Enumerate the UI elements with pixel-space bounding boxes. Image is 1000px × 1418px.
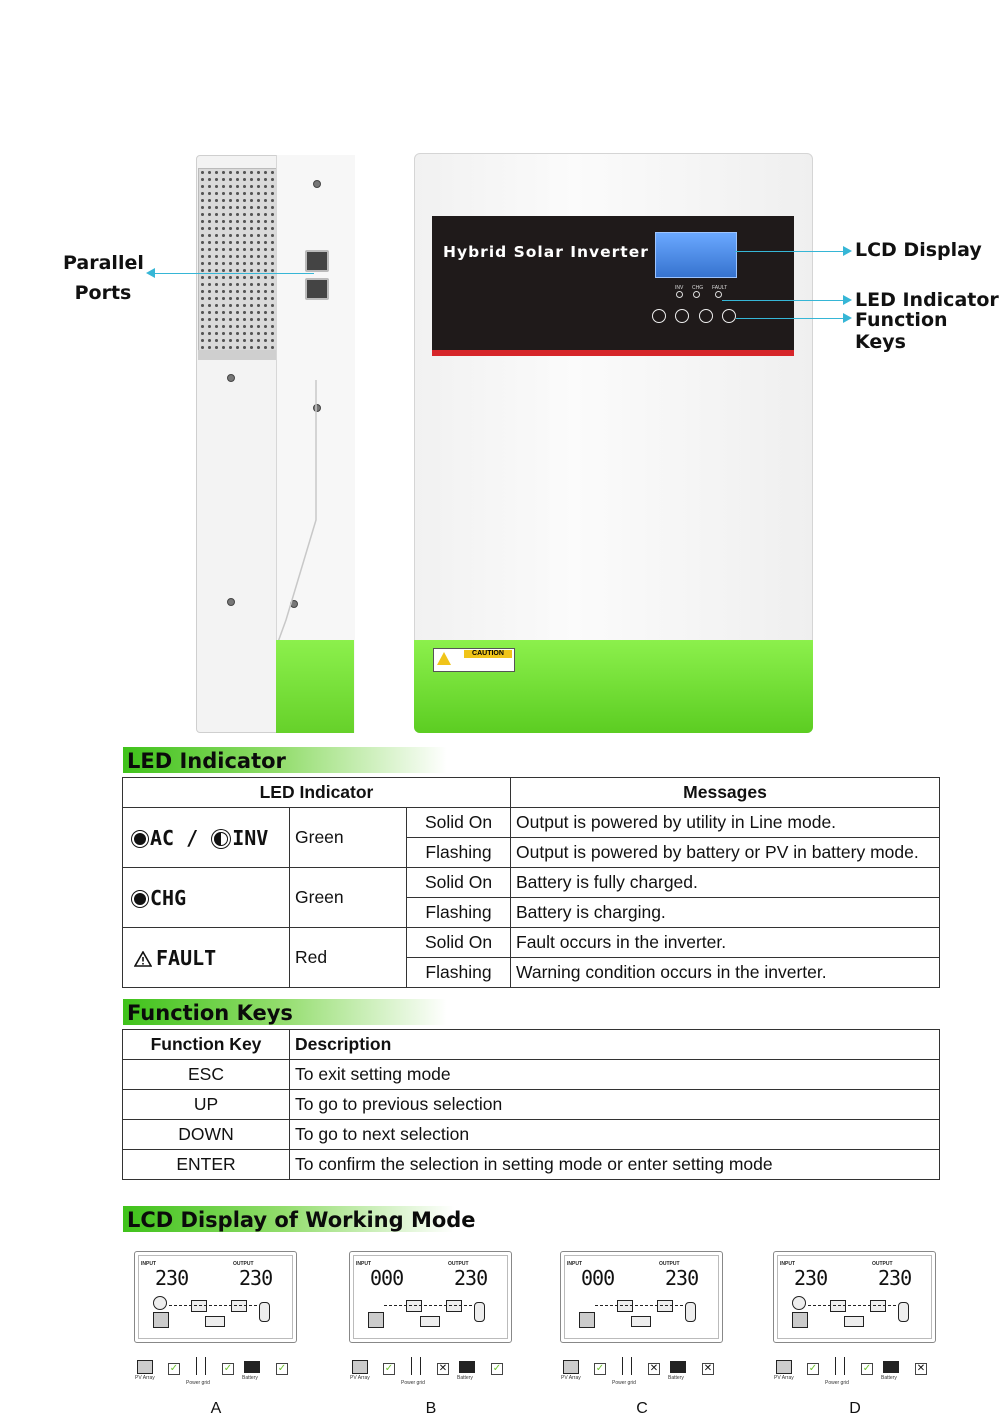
function-key-cell: ESC (123, 1060, 290, 1090)
led-dot-icon (715, 291, 722, 298)
sun-icon (134, 833, 146, 845)
input-label: INPUT (141, 1261, 156, 1267)
pv-array-label: PV Array (350, 1375, 370, 1381)
converter-icon (231, 1300, 247, 1312)
led-name-chg (128, 886, 186, 910)
led-message-cell: Battery is charging. (511, 898, 940, 928)
screw-icon (313, 180, 321, 188)
side-green-base (276, 640, 354, 733)
pv-array-icon (352, 1360, 368, 1374)
led-state-cell: Flashing (407, 958, 511, 988)
bulb-icon (898, 1302, 909, 1322)
battery-charging-icon (420, 1316, 440, 1327)
col-header-messages: Messages (511, 778, 940, 808)
inverter-icon (617, 1300, 633, 1312)
ac-source-icon (153, 1296, 167, 1310)
output-label: OUTPUT (872, 1261, 893, 1267)
col-header-led-indicator: LED Indicator (123, 778, 511, 808)
led-name-chg-text: CHG (150, 885, 187, 910)
battery-label: Battery (242, 1375, 258, 1381)
inverter-icon (830, 1300, 846, 1312)
check-icon: ✓ (492, 1363, 502, 1374)
table-row (123, 1120, 940, 1150)
led-name-ac-inv: AC / INV (128, 826, 268, 850)
parallel-port-2 (305, 278, 329, 300)
input-label: INPUT (780, 1261, 795, 1267)
callout-parallel-line1: Parallel (63, 252, 144, 274)
input-voltage-value: 000 (370, 1266, 404, 1290)
power-flow-line (384, 1305, 472, 1306)
output-voltage-value: 230 (454, 1266, 488, 1290)
arrow-right-icon (843, 246, 852, 256)
led-name-inv: INV (232, 825, 269, 850)
led-dot-icon (693, 291, 700, 298)
callout-lcd-display: LCD Display (855, 239, 982, 261)
power-flow-line (169, 1305, 257, 1306)
side-contour-line (276, 380, 336, 642)
lcd-mode-panel (560, 1251, 723, 1343)
solar-panel-icon (792, 1312, 808, 1328)
function-desc-cell: To confirm the selection in setting mode or enter setting mode (290, 1150, 940, 1180)
led-message-cell: Output is powered by battery or PV in battery mode. (511, 838, 940, 868)
down-key[interactable] (699, 309, 713, 323)
power-grid-label: Power grid (186, 1380, 210, 1386)
check-icon: ✓ (223, 1363, 233, 1374)
inverter-icon (406, 1300, 422, 1312)
output-voltage-value: 230 (878, 1266, 912, 1290)
led-name-cell (123, 928, 290, 988)
converter-icon (657, 1300, 673, 1312)
mode-letter: D (849, 1400, 861, 1417)
led-message-cell: Output is powered by utility in Line mode. (511, 808, 940, 838)
pv-array-label: PV Array (135, 1375, 155, 1381)
function-desc-cell: To go to previous selection (290, 1090, 940, 1120)
led-color-cell: Green (290, 868, 407, 928)
battery-icon (631, 1316, 651, 1327)
led-color-cell: Red (290, 928, 407, 988)
led-name-fault (128, 946, 216, 970)
power-grid-label: Power grid (401, 1380, 425, 1386)
power-flow-line (595, 1305, 683, 1306)
function-desc-cell: To go to next selection (290, 1120, 940, 1150)
input-label: INPUT (356, 1261, 371, 1267)
input-voltage-value: 000 (581, 1266, 615, 1290)
input-label: INPUT (567, 1261, 582, 1267)
led-message-cell: Warning condition occurs in the inverter. (511, 958, 940, 988)
led-state-cell: Flashing (407, 898, 511, 928)
col-header-description: Description (290, 1030, 940, 1060)
output-label: OUTPUT (448, 1261, 469, 1267)
lcd-mode-panel (773, 1251, 936, 1343)
sun-icon (134, 893, 146, 905)
led-state-cell: Solid On (407, 868, 511, 898)
callout-parallel-ports (63, 248, 143, 308)
cross-icon: ✕ (438, 1363, 448, 1374)
led-state-cell: Flashing (407, 838, 511, 868)
led-name-ac: AC (150, 825, 175, 850)
converter-icon (446, 1300, 462, 1312)
lcd-screen (655, 232, 737, 278)
input-voltage-value: 230 (794, 1266, 828, 1290)
lcd-mode-panel (349, 1251, 512, 1343)
function-key-cell: DOWN (123, 1120, 290, 1150)
led-indicator-table (122, 777, 940, 988)
section-title-led: LED Indicator (123, 747, 573, 773)
battery-icon (844, 1316, 864, 1327)
function-key-cell: ENTER (123, 1150, 290, 1180)
led-name-cell (123, 808, 290, 868)
esc-key[interactable] (652, 309, 666, 323)
caution-label: CAUTION (464, 650, 512, 658)
check-icon: ✓ (862, 1363, 872, 1374)
led-message-cell: Fault occurs in the inverter. (511, 928, 940, 958)
function-keys-table (122, 1029, 940, 1180)
power-grid-label: Power grid (825, 1380, 849, 1386)
battery-legend-icon (459, 1361, 475, 1373)
callout-line-parallel (154, 273, 314, 274)
table-header-row (123, 778, 940, 808)
enter-key[interactable] (722, 309, 736, 323)
callout-line-led (722, 300, 843, 301)
warning-triangle-icon (134, 951, 152, 967)
warning-triangle-icon (437, 652, 451, 665)
led-label-fault: FAULT (712, 285, 728, 291)
table-row (123, 1090, 940, 1120)
section-title-function-keys: Function Keys (123, 999, 573, 1025)
battery-legend-icon (670, 1361, 686, 1373)
cross-icon: ✕ (703, 1363, 713, 1374)
battery-legend-icon (883, 1361, 899, 1373)
half-sun-icon (214, 832, 228, 846)
table-row (123, 928, 940, 958)
power-tower-icon (411, 1357, 421, 1375)
pv-array-icon (563, 1360, 579, 1374)
battery-label: Battery (668, 1375, 684, 1381)
callout-function-keys: Function Keys (855, 309, 948, 353)
output-voltage-value: 230 (665, 1266, 699, 1290)
cross-icon: ✕ (649, 1363, 659, 1374)
check-icon: ✓ (808, 1363, 818, 1374)
brand-label: Hybrid Solar Inverter (443, 243, 649, 261)
led-label-chg: CHG (692, 285, 704, 291)
led-name-fault-text: FAULT (156, 945, 217, 970)
output-label: OUTPUT (233, 1261, 254, 1267)
input-voltage-value: 230 (155, 1266, 189, 1290)
power-tower-icon (835, 1357, 845, 1375)
arrow-right-icon (843, 295, 852, 305)
power-grid-label: Power grid (612, 1380, 636, 1386)
bulb-icon (685, 1302, 696, 1322)
led-state-cell: Solid On (407, 808, 511, 838)
table-row (123, 868, 940, 898)
callout-line-lcd (735, 251, 843, 252)
output-voltage-value: 230 (239, 1266, 273, 1290)
col-header-function-key: Function Key (123, 1030, 290, 1060)
output-label: OUTPUT (659, 1261, 680, 1267)
pv-array-icon (137, 1360, 153, 1374)
led-name-cell (123, 868, 290, 928)
table-header-row (123, 1030, 940, 1060)
led-color-cell: Green (290, 808, 407, 868)
arrow-right-icon (843, 313, 852, 323)
mode-letter: A (210, 1400, 222, 1417)
bulb-icon (259, 1302, 270, 1322)
screw-icon (227, 598, 235, 606)
callout-line-keys (736, 318, 843, 319)
battery-charging-icon (205, 1316, 225, 1327)
battery-label: Battery (881, 1375, 897, 1381)
led-label-inv: INV (675, 285, 684, 291)
screw-icon (227, 374, 235, 382)
solar-panel-icon (368, 1312, 384, 1328)
callout-parallel-line2: Ports (74, 282, 132, 304)
solar-panel-icon (579, 1312, 595, 1328)
led-state-cell: Solid On (407, 928, 511, 958)
table-row (123, 808, 940, 838)
table-row (123, 1150, 940, 1180)
up-key[interactable] (675, 309, 689, 323)
converter-icon (870, 1300, 886, 1312)
power-flow-line (808, 1305, 896, 1306)
battery-legend-icon (244, 1361, 260, 1373)
check-icon: ✓ (277, 1363, 287, 1374)
callout-led-indicator: LED Indicator (855, 289, 999, 311)
parallel-port-1 (305, 250, 329, 272)
section-title-lcd-modes: LCD Display of Working Mode (123, 1206, 583, 1232)
red-stripe (432, 350, 794, 356)
table-row (123, 1060, 940, 1090)
function-desc-cell: To exit setting mode (290, 1060, 940, 1090)
bulb-icon (474, 1302, 485, 1322)
pv-array-icon (776, 1360, 792, 1374)
pv-array-label: PV Array (774, 1375, 794, 1381)
check-icon: ✓ (384, 1363, 394, 1374)
check-icon: ✓ (595, 1363, 605, 1374)
power-tower-icon (622, 1357, 632, 1375)
solar-panel-icon (153, 1312, 169, 1328)
function-key-cell: UP (123, 1090, 290, 1120)
front-control-panel (432, 216, 794, 350)
mode-letter: C (636, 1400, 648, 1417)
lcd-mode-panel (134, 1251, 297, 1343)
cross-icon: ✕ (916, 1363, 926, 1374)
power-tower-icon (196, 1357, 206, 1375)
led-dot-icon (676, 291, 683, 298)
inverter-icon (191, 1300, 207, 1312)
check-icon: ✓ (169, 1363, 179, 1374)
mode-letter: B (425, 1400, 437, 1417)
led-message-cell: Battery is fully charged. (511, 868, 940, 898)
pv-array-label: PV Array (561, 1375, 581, 1381)
ac-source-icon (792, 1296, 806, 1310)
battery-label: Battery (457, 1375, 473, 1381)
